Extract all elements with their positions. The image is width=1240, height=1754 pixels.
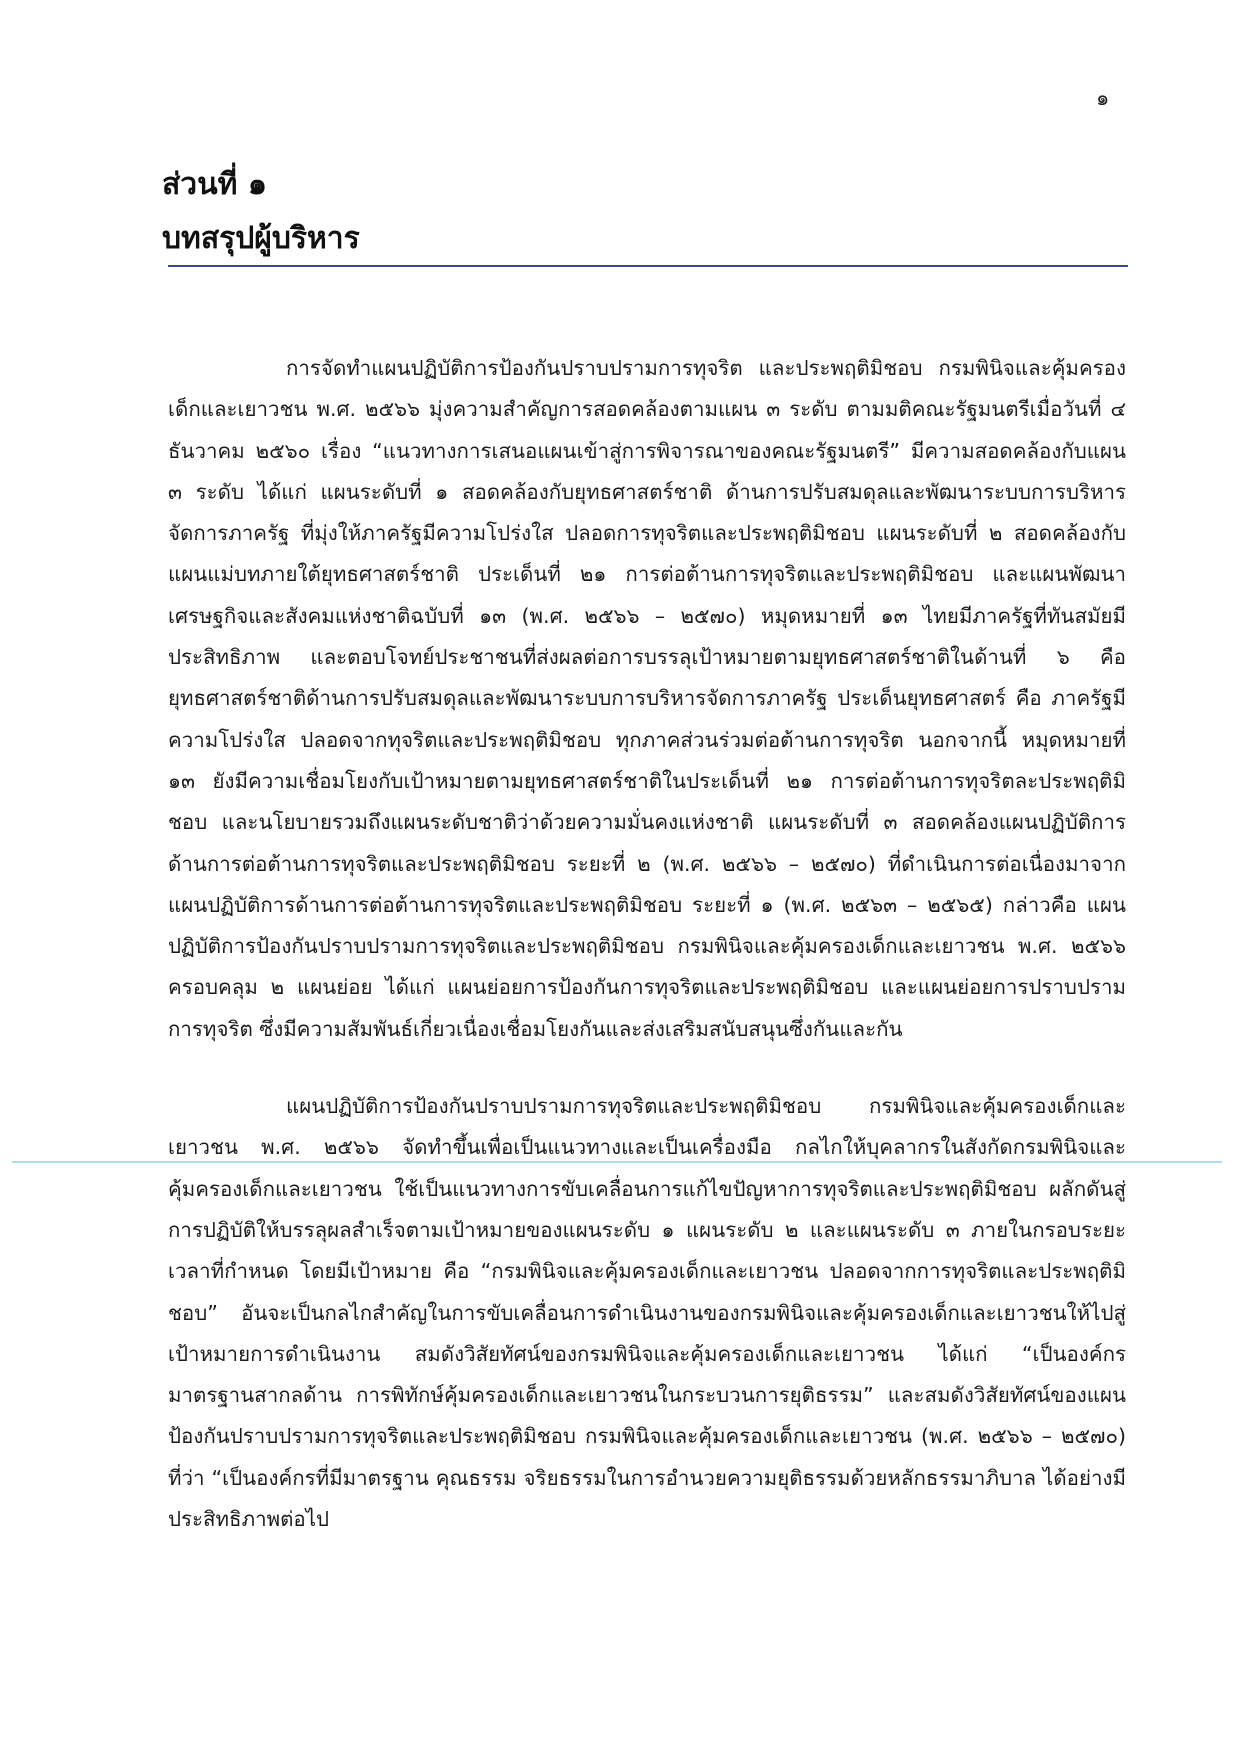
paragraph-2: แผนปฏิบัติการป้องกันปราบปรามการทุจริตและประพฤติมิชอบ กรมพินิจและคุ้มครองเด็กและเยาวชน พ.ศ. ๒๕๖๖ จัดทำขึ้นเพื่อเป็นแนวทางและเป็นเครื่องมือ กลไกให้บุคลากรในสังกัดกรมพินิจและคุ้มครองเด็กและเยาวชน ใช้เป็นแนวทางการขับเคลื่อนการแก้ไขปัญหาการทุจริตและประพฤติมิชอบ ผลักดันสู่การปฏิบัติให้บรรลุผลสำเร็จตามเป้าหมายของแผนระดับ ๑ แผนระดับ ๒ และแผนระดับ ๓ ภายในกรอบระยะเวลาที่กำหนด โดยมีเป้าหมาย คือ “กรมพินิจและคุ้มครองเด็กและเยาวชน ปลอดจากการทุจริตและประพฤติมิชอบ” อันจะเป็นกลไกสำคัญในการขับเคลื่อนการดำเนินงานของกรมพินิจและคุ้มครองเด็กและเยาวชนให้ไปสู่เป้าหมายการดำเนินงาน สมดังวิสัยทัศน์ของกรมพินิจและคุ้มครองเด็กและเยาวชน ได้แก่ “เป็นองค์กรมาตรฐานสากลด้าน การพิทักษ์คุ้มครองเด็กและเยาวชนในกระบวนการยุติธรรม” และสมดังวิสัยทัศน์ของแผนป้องกันปราบปรามการทุจริตและประพฤติมิชอบ กรมพินิจและคุ้มครองเด็กและเยาวชน (พ.ศ. ๒๕๖๖ – ๒๕๗๐) ที่ว่า “เป็นองค์กรที่มีมาตรฐาน คุณธรรม จริยธรรมในการอำนวยความยุติธรรมด้วยหลักธรรมาภิบาล ได้อย่างมีประสิทธิภาพต่อไป: [168, 1094, 1126, 1532]
body-text: [168, 348, 1126, 1540]
page-number: ๑: [1096, 86, 1110, 110]
section-label: ส่วนที่ ๑: [162, 167, 267, 202]
scan-artifact-line: [12, 1161, 1222, 1163]
paragraph-1: การจัดทำแผนปฏิบัติการป้องกันปราบปรามการทุจริต และประพฤติมิชอบ กรมพินิจและคุ้มครองเด็กและเยาวชน พ.ศ. ๒๕๖๖ มุ่งความสำคัญการสอดคล้องตามแผน ๓ ระดับ ตามมติคณะรัฐมนตรีเมื่อวันที่ ๔ ธันวาคม ๒๕๖๐ เรื่อง “แนวทางการเสนอแผนเข้าสู่การพิจารณาของคณะรัฐมนตรี” มีความสอดคล้องกับแผน ๓ ระดับ ได้แก่ แผนระดับที่ ๑ สอดคล้องกับยุทธศาสตร์ชาติ ด้านการปรับสมดุลและพัฒนาระบบการบริหารจัดการภาครัฐ ที่มุ่งให้ภาครัฐมีความโปร่งใส ปลอดการทุจริตและประพฤติมิชอบ แผนระดับที่ ๒ สอดคล้องกับแผนแม่บทภายใต้ยุทธศาสตร์ชาติ ประเด็นที่ ๒๑ การต่อต้านการทุจริตและประพฤติมิชอบ และแผนพัฒนาเศรษฐกิจและสังคมแห่งชาติฉบับที่ ๑๓ (พ.ศ. ๒๕๖๖ – ๒๕๗๐) หมุดหมายที่ ๑๓ ไทยมีภาครัฐที่ทันสมัยมีประสิทธิภาพ และตอบโจทย์ประชาชนที่ส่งผลต่อการบรรลุเป้าหมายตามยุทธศาสตร์ชาติในด้านที่ ๖ คือ ยุทธศาสตร์ชาติด้านการปรับสมดุลและพัฒนาระบบการบริหารจัดการภาครัฐ ประเด็นยุทธศาสตร์ คือ ภาครัฐมีความโปร่งใส ปลอดจากทุจริตและประพฤติมิชอบ ทุกภาคส่วนร่วมต่อต้านการทุจริต นอกจากนี้ หมุดหมายที่ ๑๓ ยังมีความเชื่อมโยงกับเป้าหมายตามยุทธศาสตร์ชาติในประเด็นที่ ๒๑ การต่อต้านการทุจริตละประพฤติมิชอบ และนโยบายรวมถึงแผนระดับชาติว่าด้วยความมั่นคงแห่งชาติ แผนระดับที่ ๓ สอดคล้องแผนปฏิบัติการด้านการต่อต้านการทุจริตและประพฤติมิชอบ ระยะที่ ๒ (พ.ศ. ๒๕๖๖ – ๒๕๗๐) ที่ดำเนินการต่อเนื่องมาจากแผนปฏิบัติการด้านการต่อต้านการทุจริตและประพฤติมิชอบ ระยะที่ ๑ (พ.ศ. ๒๕๖๓ – ๒๕๖๕) กล่าวคือ แผนปฏิบัติการป้องกันปราบปรามการทุจริตและประพฤติมิชอบ กรมพินิจและคุ้มครองเด็กและเยาวชน พ.ศ. ๒๕๖๖ ครอบคลุม ๒ แผนย่อย ได้แก่ แผนย่อยการป้องกันการทุจริตและประพฤติมิชอบ และแผนย่อยการปราบปรามการทุจริต ซึ่งมีความสัมพันธ์เกี่ยวเนื่องเชื่อมโยงกันและส่งเสริมสนับสนุนซึ่งกันและกัน: [168, 356, 1126, 1041]
section-header: [162, 158, 1122, 266]
header-divider: [168, 265, 1128, 267]
section-title: บทสรุปผู้บริหาร: [162, 221, 360, 256]
